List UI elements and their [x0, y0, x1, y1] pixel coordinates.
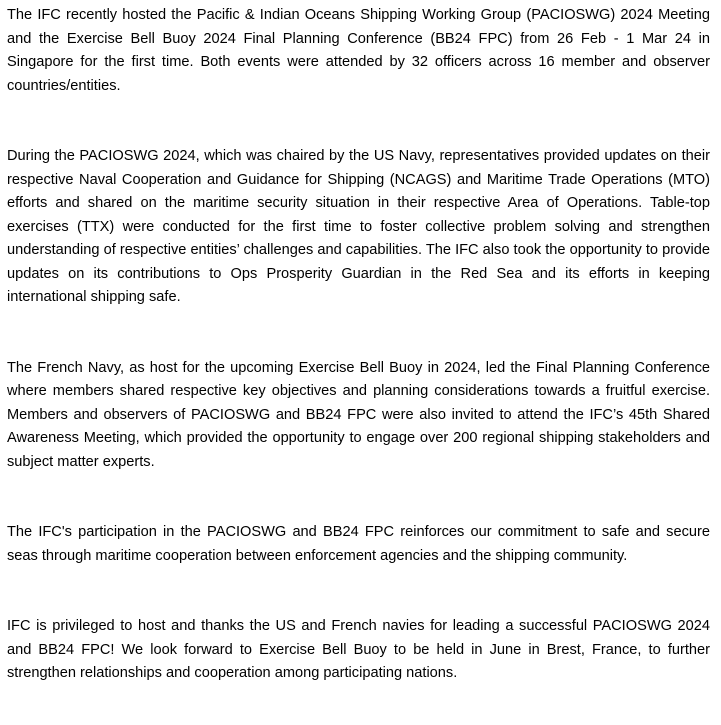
- paragraph-pacioswg-updates: During the PACIOSWG 2024, which was chaired by the US Navy, representatives provided updates on their respective Naval Cooperation and Guidance for Shipping (NCAGS) and Maritime Trade Operations (MTO) efforts and shared on the maritime security situation in their respective Area of Operations. Table-top exercises (TTX) were conducted for the first time to foster collective problem solving and strengthen understanding of respective entities’ challenges and capabilities. The IFC also took the opportunity to provide updates on its contributions to Ops Prosperity Guardian in the Red Sea and its efforts in keeping international shipping safe.: [7, 148, 710, 305]
- paragraph-ifc-commitment: The IFC's participation in the PACIOSWG and BB24 FPC reinforces our commitment to safe and secure seas through maritime cooperation between enforcement agencies and the shipping community.: [7, 524, 710, 564]
- paragraph-event-overview: The IFC recently hosted the Pacific & Indian Oceans Shipping Working Group (PACIOSWG) 2024 Meeting and the Exercise Bell Buoy 2024 Final Planning Conference (BB24 FPC) from 26 Feb - 1 Mar 24 in Singapore for the first time. Both events were attended by 32 officers across 16 member and observer countries/entities.: [7, 7, 710, 94]
- paragraph-thanks-closing: IFC is privileged to host and thanks the US and French navies for leading a successful PACIOSWG 2024 and BB24 FPC! We look forward to Exercise Bell Buoy to be held in June in Brest, France, to further strengthen relationships and cooperation among participating nations.: [7, 618, 710, 681]
- document-body: [7, 4, 710, 686]
- paragraph-french-navy-planning: The French Navy, as host for the upcoming Exercise Bell Buoy in 2024, led the Final Planning Conference where members shared respective key objectives and planning considerations towards a fruitful exercise. Members and observers of PACIOSWG and BB24 FPC were also invited to attend the IFC’s 45th Shared Awareness Meeting, which provided the opportunity to engage over 200 regional shipping stakeholders and subject matter experts.: [7, 359, 710, 470]
